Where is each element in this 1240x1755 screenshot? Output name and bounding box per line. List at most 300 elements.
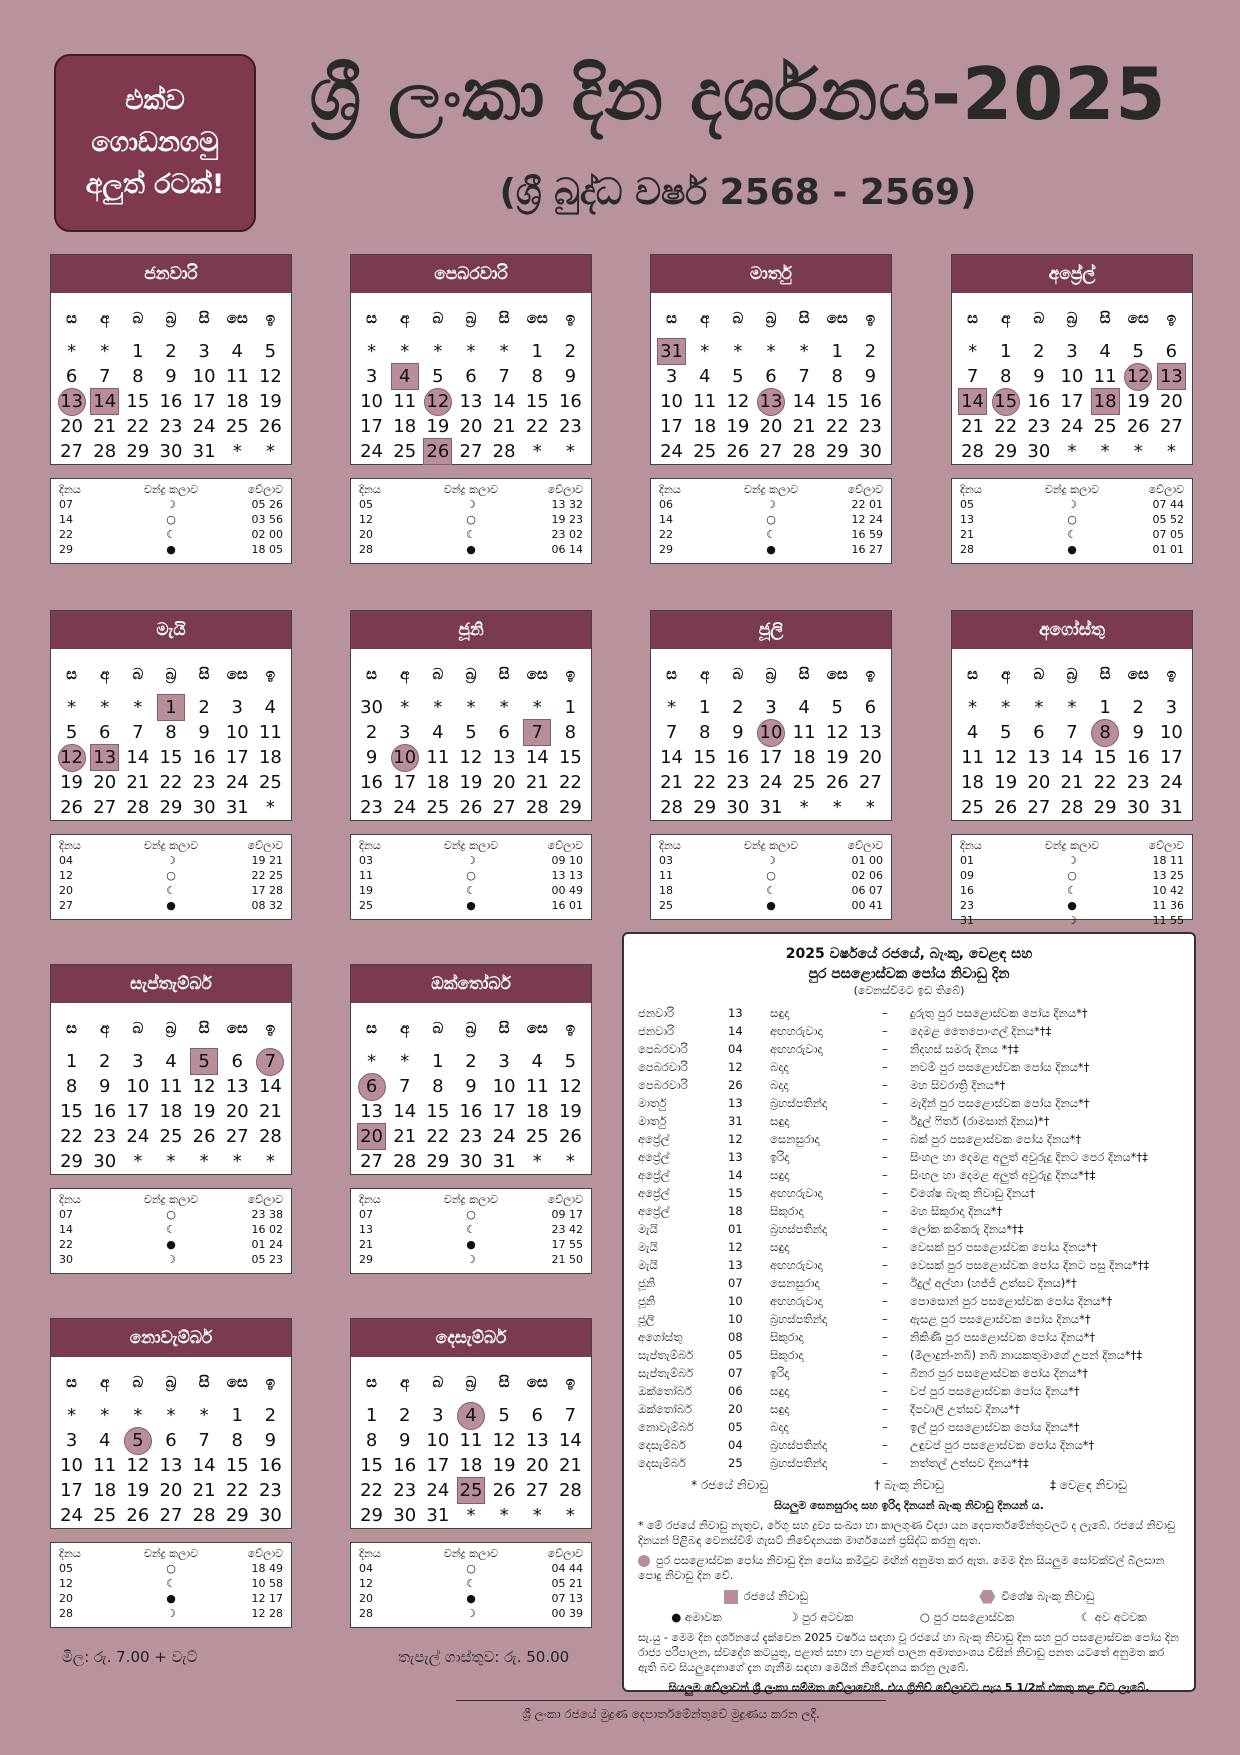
day-number: 26 (459, 797, 483, 818)
holiday-dash: – (882, 1420, 888, 1434)
moon-time: 11 55 (1152, 914, 1184, 927)
holiday-month: ජූනි (638, 1294, 656, 1308)
hexagon-icon (979, 1590, 995, 1604)
day-cell (754, 795, 787, 820)
day-number: 28 (93, 441, 117, 462)
day-number: 23 (858, 416, 882, 437)
day-number: * (466, 341, 476, 362)
holiday-day: 14 (728, 1024, 743, 1038)
day-cell (254, 695, 287, 720)
holiday-name: බක් පුර පසළොස්වක පෝය දිනය*† (910, 1132, 1082, 1146)
day-number: * (968, 697, 978, 718)
moon-symbol: ☾ (1067, 884, 1077, 897)
day-cell (388, 1453, 421, 1478)
day-cell (154, 1403, 187, 1428)
weekday-label: ඉ (565, 664, 576, 683)
day-number: 21 (258, 1101, 282, 1122)
week-row (51, 1149, 291, 1174)
day-cell (221, 1453, 254, 1478)
holiday-weekday: සඳුදා (770, 1006, 790, 1020)
holiday-row (638, 1256, 1180, 1274)
weekday-label: සි (798, 664, 810, 683)
day-cell (721, 795, 754, 820)
day-number: 31 (426, 1505, 450, 1526)
day-cell (521, 439, 554, 464)
phase-last-quarter: ☾ අව අටවක (1080, 1610, 1147, 1624)
holiday-weekday: බ්‍රහස්පතින්දා (770, 1096, 828, 1110)
day-cell (521, 1403, 554, 1428)
day-number: 8 (65, 1076, 78, 1097)
day-cell (121, 1074, 154, 1099)
day-cell (55, 1503, 88, 1528)
day-cell (188, 439, 221, 464)
day-number: 14 (90, 388, 119, 415)
day-number: 30 (858, 441, 882, 462)
moon-time: 22 25 (251, 869, 283, 882)
day-cell (421, 1428, 454, 1453)
day-cell (421, 1074, 454, 1099)
day-cell (454, 1428, 487, 1453)
weekday-label: සි (198, 1372, 210, 1391)
day-cell (956, 795, 989, 820)
holiday-name: (මීලාදුන්-නබි) නබි නායකතුමාගේ උපන් දිනය*†‡ (910, 1348, 1143, 1362)
moon-date: 03 (659, 854, 673, 867)
day-number: 20 (357, 1123, 386, 1150)
holiday-day: 07 (728, 1276, 743, 1290)
day-cell (521, 1149, 554, 1174)
day-cell (989, 745, 1022, 770)
moon-time: 06 07 (851, 884, 883, 897)
moon-date: 11 (359, 869, 373, 882)
moon-time: 11 36 (1152, 899, 1184, 912)
day-cell (521, 1478, 554, 1503)
day-cell (55, 745, 88, 770)
day-number: 20 (93, 772, 117, 793)
day-number: 17 (126, 1101, 150, 1122)
moon-date: 25 (359, 899, 373, 912)
month-card (350, 610, 592, 821)
day-number: 25 (792, 772, 816, 793)
day-number: 15 (225, 1455, 249, 1476)
week-row (351, 414, 591, 439)
moon-header-time: වේලාව (247, 839, 283, 852)
day-number: 7 (564, 1405, 577, 1426)
day-number: * (433, 341, 443, 362)
holiday-weekday: බදාදා (770, 1420, 789, 1434)
day-number: * (400, 1051, 410, 1072)
day-number: 18 (459, 1455, 483, 1476)
moon-phase-table (350, 1188, 592, 1274)
day-number: 13 (459, 391, 483, 412)
day-number: 7 (132, 722, 144, 743)
day-number: * (265, 797, 275, 818)
holiday-name: උඳුවප් පුර පසළොස්වක පෝය දිනය*† (910, 1438, 1095, 1452)
holiday-weekday: සෙනසුරාදා (770, 1276, 820, 1290)
moon-header-phase: චන්ද්‍ර කලාව (743, 839, 799, 852)
day-cell (488, 770, 521, 795)
day-number: 10 (757, 719, 785, 747)
weekday-label: ස (967, 308, 978, 327)
day-number: 2 (1132, 697, 1144, 718)
day-cell (188, 339, 221, 364)
day-cell (821, 745, 854, 770)
day-cell (254, 1428, 287, 1453)
holiday-dash: – (882, 1294, 888, 1308)
day-cell (956, 439, 989, 464)
moon-header-time: වේලාව (247, 1193, 283, 1206)
day-cell (1089, 720, 1122, 745)
day-number: 29 (159, 797, 183, 818)
moon-row (59, 497, 283, 512)
day-number: 21 (93, 416, 117, 437)
day-cell (488, 1124, 521, 1149)
legend-square-label: රජයේ නිවාඩු (743, 1589, 809, 1603)
day-cell (1022, 745, 1055, 770)
weekday-label: සෙ (526, 308, 548, 327)
day-cell (88, 1074, 121, 1099)
holiday-month: දෙසැම්බර් (638, 1456, 686, 1470)
holiday-month: අප්‍රේල් (638, 1204, 670, 1218)
day-number: 17 (192, 391, 216, 412)
moon-symbol: ☽ (466, 498, 476, 511)
day-cell (1122, 770, 1155, 795)
week-row (51, 1503, 291, 1528)
day-number: 19 (726, 416, 750, 437)
weekday-label: අ (100, 1018, 110, 1037)
holiday-month: සැප්තැම්බර් (638, 1348, 694, 1362)
moon-header-date: දිනය (960, 839, 982, 852)
day-number: * (832, 797, 842, 818)
moon-date: 22 (59, 1238, 73, 1251)
holiday-day: 01 (728, 1222, 743, 1236)
day-cell (388, 770, 421, 795)
day-number: * (700, 341, 710, 362)
day-cell (1089, 389, 1122, 414)
holiday-list (638, 1004, 1180, 1472)
day-number: 9 (398, 1430, 411, 1451)
moon-header-time: වේලාව (1148, 483, 1184, 496)
moon-table-header (359, 838, 583, 853)
day-number: 25 (159, 1126, 183, 1147)
day-number: 2 (398, 1405, 411, 1426)
weekday-label: ස (666, 664, 677, 683)
day-number: 19 (426, 416, 450, 437)
day-number: 28 (792, 441, 816, 462)
day-cell (1122, 695, 1155, 720)
day-number: 29 (994, 441, 1018, 462)
day-cell (521, 389, 554, 414)
weekday-label: ස (66, 664, 77, 683)
phase-first-quarter: ☽ පුර අටවක (788, 1610, 854, 1624)
weekday-label: අ (1001, 308, 1011, 327)
holiday-day: 12 (728, 1060, 743, 1074)
day-number: 1 (157, 694, 185, 721)
holiday-month: මැයි (638, 1240, 658, 1254)
holiday-name: ඊදුල් ෆිතර් (රාමසාන් දිනය)*† (910, 1114, 1050, 1128)
week-row (351, 795, 591, 820)
day-number: 1 (432, 1051, 444, 1072)
day-number: 22 (558, 772, 582, 793)
day-number: 24 (492, 1126, 516, 1147)
day-cell (821, 770, 854, 795)
moon-date: 04 (59, 854, 73, 867)
day-cell (254, 1478, 287, 1503)
moon-row (359, 512, 583, 527)
legend-government: * රජයේ නිවාඩු (691, 1478, 769, 1492)
day-number: 1 (1099, 697, 1111, 718)
day-number: 30 (159, 441, 183, 462)
weekday-header (952, 659, 1192, 689)
moon-row (659, 542, 883, 557)
day-cell (421, 1403, 454, 1428)
day-cell (121, 745, 154, 770)
day-number: 8 (365, 1430, 378, 1451)
month-name: ජූලි (651, 611, 891, 649)
day-cell (655, 389, 688, 414)
moon-row (59, 1252, 283, 1267)
month-name: මැයි (51, 611, 291, 649)
day-cell (956, 339, 989, 364)
holiday-weekday: සිකුරාදා (770, 1204, 804, 1218)
day-number: 16 (192, 747, 216, 768)
day-cell (454, 1074, 487, 1099)
day-cell (55, 1478, 88, 1503)
day-number: 16 (1126, 747, 1150, 768)
weekday-label: සෙ (826, 664, 848, 683)
day-number: 9 (465, 1076, 477, 1097)
weekday-label: සෙ (1127, 308, 1149, 327)
holiday-name: මහ සිකුරාදා දිනය*† (910, 1204, 1003, 1218)
day-number: 16 (258, 1455, 282, 1476)
day-cell (488, 795, 521, 820)
day-cell (254, 1099, 287, 1124)
day-number: 7 (665, 722, 678, 743)
day-cell (1122, 745, 1155, 770)
weekday-label: අ (1001, 664, 1011, 683)
weekday-header (651, 303, 891, 333)
moon-symbol: ☽ (166, 854, 176, 867)
holiday-row (638, 1166, 1180, 1184)
weekday-label: බ (1033, 664, 1045, 683)
moon-time: 10 58 (251, 1577, 283, 1590)
day-cell (854, 695, 887, 720)
moon-phase-table (50, 478, 292, 564)
day-number: 24 (1060, 416, 1084, 437)
day-cell (454, 1453, 487, 1478)
moon-header-phase: චන්ද්‍ර කලාව (143, 1547, 199, 1560)
week-row (51, 1099, 291, 1124)
holiday-day: 05 (728, 1420, 743, 1434)
weekday-label: ඉ (265, 1018, 276, 1037)
moon-header-time: වේලාව (847, 839, 883, 852)
day-cell (421, 1453, 454, 1478)
day-cell (788, 720, 821, 745)
moon-row (359, 853, 583, 868)
week-row (351, 1403, 591, 1428)
holiday-weekday: සිකුරාදා (770, 1330, 804, 1344)
moon-row (960, 883, 1184, 898)
day-cell (521, 770, 554, 795)
day-cell (388, 389, 421, 414)
day-number: 17 (759, 747, 783, 768)
week-row (51, 1478, 291, 1503)
day-number: 28 (961, 441, 985, 462)
day-cell (488, 364, 521, 389)
day-cell (554, 339, 587, 364)
day-cell (55, 770, 88, 795)
day-cell (421, 1478, 454, 1503)
day-number: 18 (258, 747, 282, 768)
day-number: 12 (1124, 363, 1152, 391)
moon-time: 04 44 (551, 1562, 583, 1575)
day-cell (521, 1049, 554, 1074)
week-row (351, 1049, 591, 1074)
day-number: 10 (1060, 366, 1084, 387)
day-cell (721, 389, 754, 414)
week-row (952, 695, 1192, 720)
holiday-row (638, 1112, 1180, 1130)
moon-row (960, 853, 1184, 868)
moon-row (960, 512, 1184, 527)
day-cell (388, 695, 421, 720)
moon-date: 23 (960, 899, 974, 912)
day-cell (221, 1478, 254, 1503)
day-number: 10 (1159, 722, 1183, 743)
day-cell (1155, 795, 1188, 820)
day-number: 27 (858, 772, 882, 793)
day-cell (956, 414, 989, 439)
holiday-row (638, 1382, 1180, 1400)
day-number: 31 (1159, 797, 1183, 818)
week-row (651, 414, 891, 439)
day-number: 24 (759, 772, 783, 793)
day-cell (254, 1403, 287, 1428)
day-number: * (733, 341, 743, 362)
day-number: 11 (258, 722, 282, 743)
moon-date: 11 (659, 869, 673, 882)
day-number: 4 (798, 697, 810, 718)
day-number: 20 (858, 747, 882, 768)
day-cell (88, 795, 121, 820)
day-cell (88, 1049, 121, 1074)
day-cell (55, 1124, 88, 1149)
day-number: 15 (693, 747, 717, 768)
moon-symbol: ○ (466, 869, 476, 882)
day-cell (1155, 439, 1188, 464)
moon-date: 25 (659, 899, 673, 912)
day-cell (721, 414, 754, 439)
day-number: 23 (459, 1126, 483, 1147)
day-number: * (1067, 697, 1077, 718)
weekday-label: බ්‍ර (1066, 308, 1078, 327)
day-cell (88, 1453, 121, 1478)
day-cell (188, 389, 221, 414)
day-number: 28 (393, 1151, 417, 1172)
moon-header-time: වේලාව (547, 839, 583, 852)
moon-header-phase: චන්ද්‍ර කලාව (443, 483, 499, 496)
day-cell (355, 1403, 388, 1428)
day-cell (121, 364, 154, 389)
day-number: 1 (132, 341, 144, 362)
day-cell (421, 1124, 454, 1149)
weekday-label: බ (1033, 308, 1045, 327)
moon-time: 06 14 (551, 543, 583, 556)
day-number: * (799, 341, 809, 362)
day-number: 21 (961, 416, 985, 437)
day-number: 14 (492, 391, 516, 412)
day-cell (488, 745, 521, 770)
day-cell (554, 795, 587, 820)
holiday-month: අප්‍රේල් (638, 1186, 670, 1200)
holiday-row (638, 1130, 1180, 1148)
day-cell (154, 364, 187, 389)
moon-symbol: ☾ (766, 528, 776, 541)
weekday-header (51, 659, 291, 689)
day-number: 1 (65, 1051, 78, 1072)
holiday-month: නොවැම්බර් (638, 1420, 694, 1434)
week-row (51, 770, 291, 795)
moon-date: 20 (359, 1592, 373, 1605)
day-cell (488, 1428, 521, 1453)
moon-date: 06 (659, 498, 673, 511)
day-number: 2 (465, 1051, 477, 1072)
moon-header-phase: චන්ද්‍ර කලාව (1044, 839, 1100, 852)
weekday-header (351, 1013, 591, 1043)
week-row (51, 1403, 291, 1428)
day-number: 22 (426, 1126, 450, 1147)
week-row (351, 1074, 591, 1099)
day-number: * (766, 341, 776, 362)
day-cell (1089, 795, 1122, 820)
day-cell (88, 439, 121, 464)
day-number: 3 (65, 1430, 78, 1451)
holiday-row (638, 1220, 1180, 1238)
day-number: 17 (225, 747, 249, 768)
day-cell (488, 695, 521, 720)
holiday-day: 10 (728, 1312, 743, 1326)
holiday-dash: – (882, 1204, 888, 1218)
week-row (651, 364, 891, 389)
weekday-label: බ්‍ර (765, 308, 777, 327)
day-cell (754, 720, 787, 745)
square-icon (724, 1590, 738, 1604)
day-cell (1055, 389, 1088, 414)
day-cell (454, 695, 487, 720)
weekday-header (51, 303, 291, 333)
day-cell (154, 439, 187, 464)
day-number: * (199, 1405, 209, 1426)
moon-time: 18 05 (251, 543, 283, 556)
day-number: 27 (525, 1480, 549, 1501)
day-cell (754, 439, 787, 464)
day-number: 16 (558, 391, 582, 412)
month-name: මාර්තු (651, 255, 891, 293)
day-number: 6 (231, 1051, 243, 1072)
day-cell (956, 695, 989, 720)
week-row (651, 389, 891, 414)
moon-table-header (359, 1192, 583, 1207)
day-cell (254, 1074, 287, 1099)
weekday-label: සෙ (526, 1372, 548, 1391)
day-cell (388, 339, 421, 364)
day-number: 29 (558, 797, 582, 818)
day-cell (421, 720, 454, 745)
day-number: * (532, 697, 542, 718)
day-number: * (499, 697, 509, 718)
day-cell (655, 745, 688, 770)
day-number: * (1001, 697, 1011, 718)
weekday-label: සි (1099, 664, 1111, 683)
